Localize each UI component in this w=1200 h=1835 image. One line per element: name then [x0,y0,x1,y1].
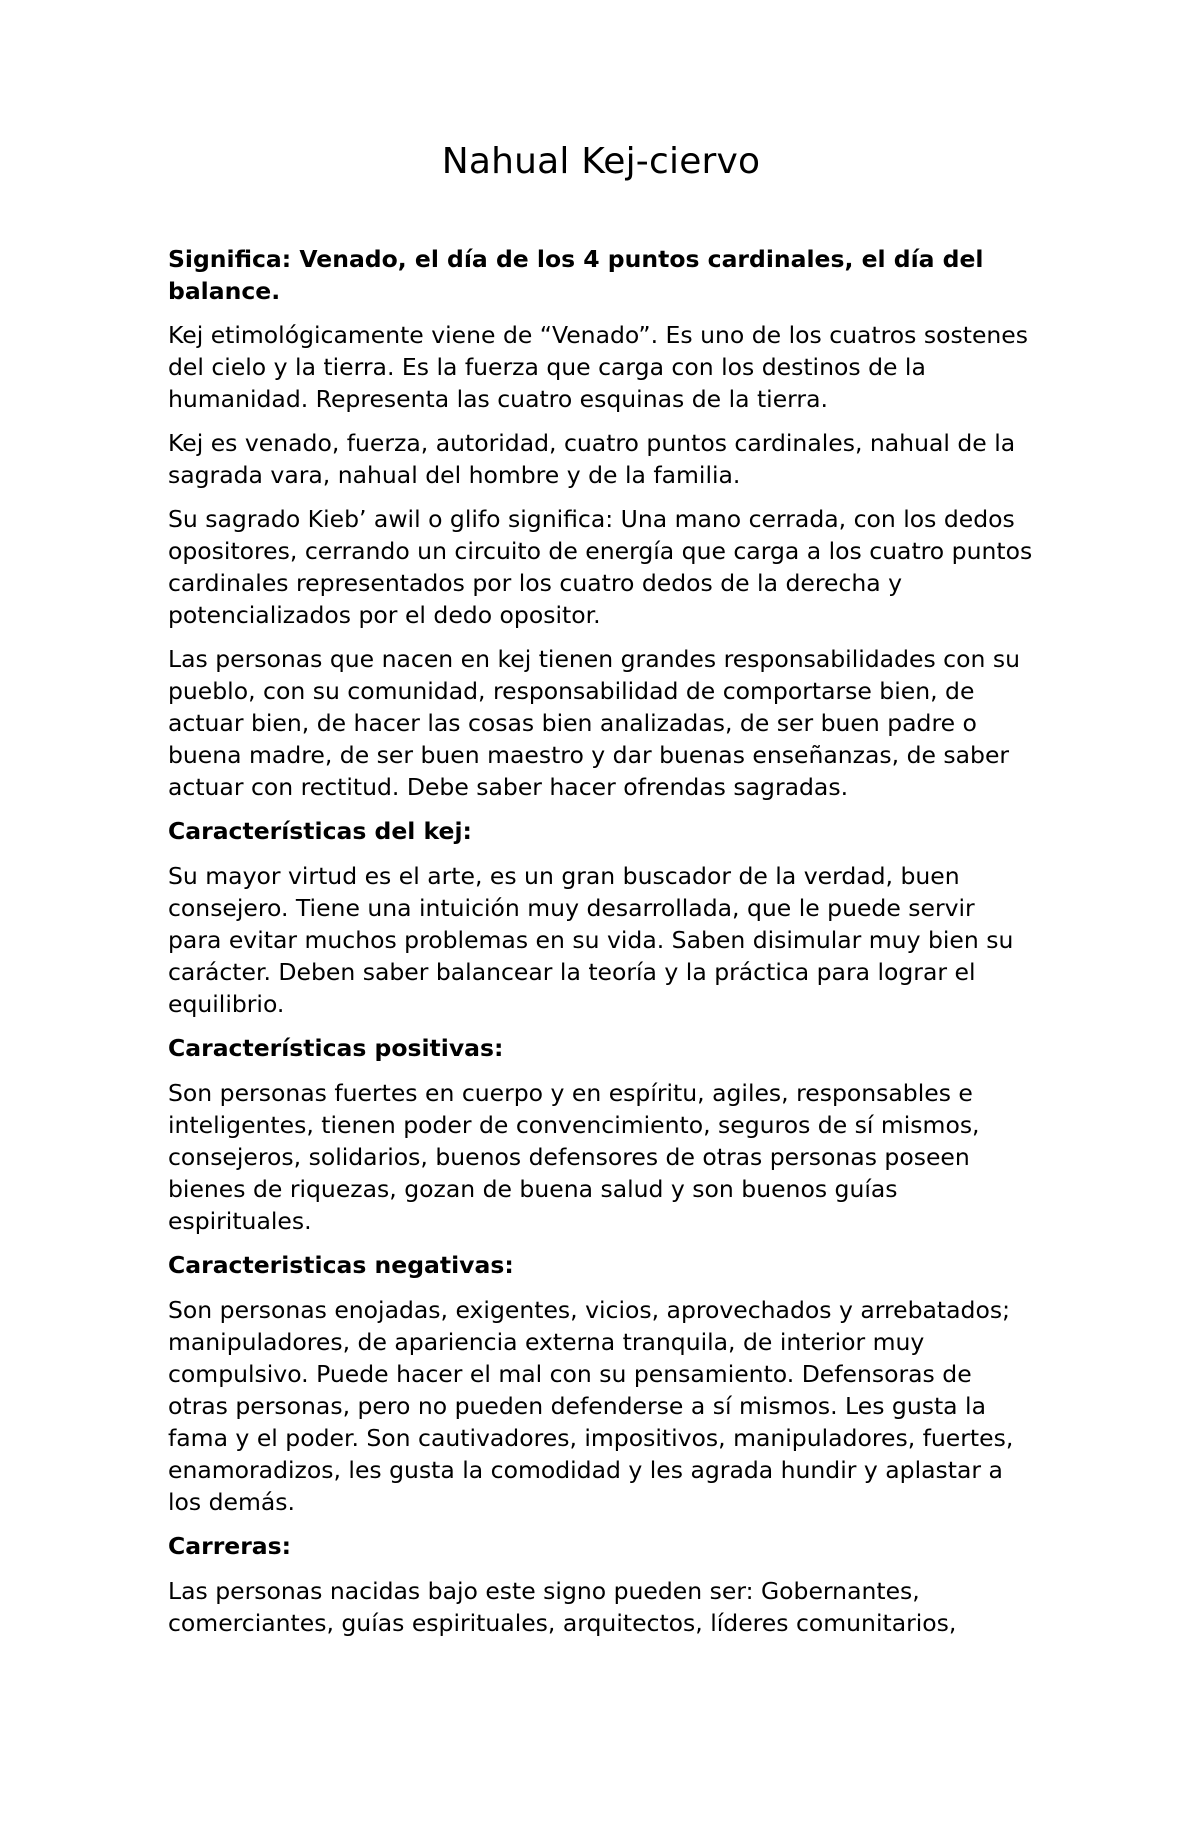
lead-paragraph: Significa: Venado, el día de los 4 puntos cardinales, el día del balance. [168,245,984,305]
heading-carreras: Carreras: [168,1532,292,1560]
paragraph-meaning: Kej es venado, fuerza, autoridad, cuatro puntos cardinales, nahual de la sagrada vara, nahual del hombre y de la familia. [168,429,1016,489]
paragraph-etymology: Kej etimológicamente viene de “Venado”. Es uno de los cuatros sostenes del cielo y la tierra. Es la fuerza que carga con los destinos de la humanidad. Representa las cuatro esquinas de la tierra. [168,321,1028,413]
paragraph-negativas: Son personas enojadas, exigentes, vicios, aprovechados y arrebatados; manipuladores, de apariencia externa tranquila, de interior muy compulsivo. Puede hacer el mal con su pensamiento. Defensoras de otras personas, pero no pueden defenderse a sí mismos. Les gusta la fama y el poder. Son cautivadores, impositivos, manipuladores, fuertes, enamoradizos, les gusta la comodidad y les agrada hundir y aplastar a los demás. [168,1296,1014,1516]
paragraph-glyph: Su sagrado Kieb’ awil o glifo significa: Una mano cerrada, con los dedos opositores, cerrando un circuito de energía que carga a los cuatro puntos cardinales representados por los cuatro dedos de la derecha y potencializados por el dedo opositor. [168,505,1033,629]
paragraph-carreras: Las personas nacidas bajo este signo pueden ser: Gobernantes, comerciantes, guías espirituales, arquitectos, líderes comunitarios, [168,1577,957,1637]
paragraph-caracteristicas: Su mayor virtud es el arte, es un gran buscador de la verdad, buen consejero. Tiene una intuición muy desarrollada, que le puede servir para evitar muchos problemas en su vida. Saben disimular muy bien su carácter. Deben saber balancear la teoría y la práctica para lograr el equilibrio. [168,862,1014,1018]
paragraph-positivas: Son personas fuertes en cuerpo y en espíritu, agiles, responsables e inteligentes, tienen poder de convencimiento, seguros de sí mismos, consejeros, solidarios, buenos defensores de otras personas poseen bienes de riquezas, gozan de buena salud y son buenos guías espirituales. [168,1079,980,1235]
heading-caracteristicas: Características del kej: [168,817,472,845]
heading-negativas: Caracteristicas negativas: [168,1251,514,1279]
paragraph-responsibilities: Las personas que nacen en kej tienen grandes responsabilidades con su pueblo, con su comunidad, responsabilidad de comportarse bien, de actuar bien, de hacer las cosas bien analizadas, de ser buen padre o buena madre, de ser buen maestro y dar buenas enseñanzas, de saber actuar con rectitud. Debe saber hacer ofrendas sagradas. [168,645,1020,801]
heading-positivas: Características positivas: [168,1034,504,1062]
document-title: Nahual Kej-ciervo [441,141,761,182]
